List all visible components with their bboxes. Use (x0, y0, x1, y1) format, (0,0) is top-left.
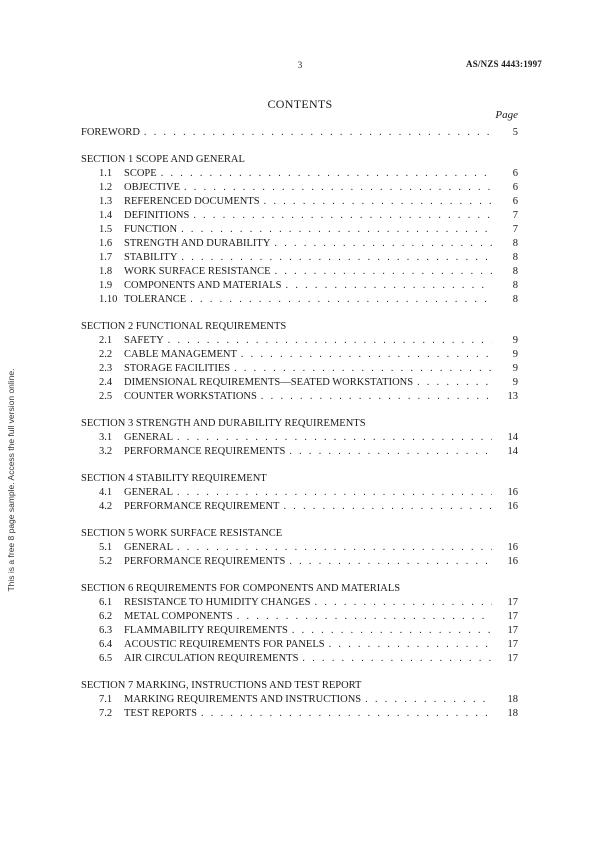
dot-leader (274, 237, 492, 251)
dot-leader (264, 195, 492, 209)
toc-entry-number: 1.1 (99, 168, 113, 179)
toc-entry[interactable] (81, 195, 518, 209)
toc-entry-label: METAL COMPONENTS (124, 611, 233, 622)
toc-entry[interactable] (81, 486, 518, 500)
dot-leader (261, 390, 492, 404)
toc-entry[interactable] (81, 500, 518, 514)
toc-entry-label: COUNTER WORKSTATIONS (124, 391, 257, 402)
section-heading[interactable]: SECTION 5 WORK SURFACE RESISTANCE (81, 528, 283, 539)
toc-entry-label: PERFORMANCE REQUIREMENTS (124, 446, 286, 457)
toc-entry-number: 5.1 (99, 542, 113, 553)
toc-entry-label: ACOUSTIC REQUIREMENTS FOR PANELS (124, 639, 325, 650)
section-heading[interactable]: SECTION 1 SCOPE AND GENERAL (81, 154, 245, 165)
toc-entry[interactable] (81, 390, 518, 404)
dot-leader (315, 596, 492, 610)
toc-entry-page: 6 (512, 182, 518, 193)
dot-leader (190, 293, 492, 307)
toc-section-3 (81, 417, 518, 459)
toc-entry-number: 1.9 (99, 280, 113, 291)
toc-entry-page: 8 (512, 280, 518, 291)
section-heading[interactable]: SECTION 7 MARKING, INSTRUCTIONS AND TEST REPORT (81, 680, 362, 691)
toc-entry-number: 6.4 (99, 639, 113, 650)
toc-entry-label: TEST REPORTS (124, 708, 197, 719)
toc-entry-number: 2.1 (99, 335, 113, 346)
dot-leader (237, 610, 492, 624)
toc-section-4 (81, 472, 518, 514)
toc-entry-page: 17 (507, 653, 518, 664)
toc-entry-number: 6.2 (99, 611, 113, 622)
toc-entry-page: 17 (507, 639, 518, 650)
toc-entry-label: GENERAL (124, 432, 173, 443)
toc-entry-label: GENERAL (124, 542, 173, 553)
toc-entry-page: 7 (512, 224, 518, 235)
toc-section-2 (81, 320, 518, 404)
toc-entry-number: 6.3 (99, 625, 113, 636)
toc-entry-page: 16 (507, 556, 518, 567)
dot-leader (168, 334, 492, 348)
dot-leader (201, 707, 492, 721)
toc-entry[interactable] (81, 376, 518, 390)
toc-entry-label: RESISTANCE TO HUMIDITY CHANGES (124, 597, 311, 608)
toc-entry-number: 2.2 (99, 349, 113, 360)
page-number: 3 (297, 60, 303, 70)
toc-entry[interactable] (81, 209, 518, 223)
toc-entry-number: 1.5 (99, 224, 113, 235)
toc-entry[interactable] (81, 541, 518, 555)
toc-entry[interactable] (81, 638, 518, 652)
toc-entry-page: 8 (512, 266, 518, 277)
toc-entry[interactable] (81, 265, 518, 279)
toc-entry-label: STRENGTH AND DURABILITY (124, 238, 271, 249)
toc-entry[interactable] (81, 237, 518, 251)
toc-entry-number: 7.2 (99, 708, 113, 719)
section-heading[interactable]: SECTION 2 FUNCTIONAL REQUIREMENTS (81, 321, 287, 332)
toc-entry-number: 1.7 (99, 252, 113, 263)
toc-entry-page: 18 (507, 694, 518, 705)
toc-entry-page: 6 (512, 168, 518, 179)
toc-entry-label: WORK SURFACE RESISTANCE (124, 266, 271, 277)
toc-entry-label: STABILITY (124, 252, 178, 263)
toc-entry-label: REFERENCED DOCUMENTS (124, 196, 260, 207)
toc-entry-label: OBJECTIVE (124, 182, 180, 193)
toc-entry-label: COMPONENTS AND MATERIALS (124, 280, 282, 291)
toc-entry[interactable] (81, 181, 518, 195)
toc-entry[interactable] (81, 348, 518, 362)
toc-entry-page: 18 (507, 708, 518, 719)
toc-entry-page: 13 (507, 391, 518, 402)
toc-entry-number: 1.6 (99, 238, 113, 249)
toc-entry-number: 4.1 (99, 487, 113, 498)
toc-entry-label: FOREWORD (81, 127, 140, 138)
toc-entry-number: 2.3 (99, 363, 113, 374)
toc-entry[interactable] (81, 279, 518, 293)
dot-leader (329, 638, 492, 652)
toc-entry-page: 17 (507, 611, 518, 622)
toc-entry[interactable] (81, 223, 518, 237)
toc-entry-page: 9 (512, 377, 518, 388)
toc-entry[interactable] (81, 693, 518, 707)
toc-entry-number: 5.2 (99, 556, 113, 567)
toc-entry-page: 17 (507, 597, 518, 608)
section-heading[interactable]: SECTION 3 STRENGTH AND DURABILITY REQUIREMENTS (81, 418, 366, 429)
dot-leader (177, 541, 492, 555)
toc-entry-number: 4.2 (99, 501, 113, 512)
toc-section-7 (81, 679, 518, 721)
toc-entry-number: 2.5 (99, 391, 113, 402)
table-of-contents (81, 126, 518, 721)
dot-leader (184, 181, 492, 195)
toc-entry-label: DIMENSIONAL REQUIREMENTS—SEATED WORKSTATIONS (124, 377, 414, 388)
toc-entry[interactable] (81, 362, 518, 376)
toc-sections (81, 153, 518, 721)
toc-entry-page: 7 (512, 210, 518, 221)
section-heading[interactable]: SECTION 4 STABILITY REQUIREMENT (81, 473, 267, 484)
toc-entry-page: 16 (507, 542, 518, 553)
toc-entry-label: SCOPE (124, 168, 157, 179)
toc-entry-label: DEFINITIONS (124, 210, 190, 221)
toc-entry-page: 14 (507, 446, 518, 457)
toc-entry-number: 6.1 (99, 597, 113, 608)
toc-entry-page: 5 (512, 127, 518, 138)
dot-leader (177, 431, 492, 445)
toc-entry-label: STORAGE FACILITIES (124, 363, 231, 374)
dot-leader (181, 251, 492, 265)
toc-entry-page: 8 (512, 238, 518, 249)
toc-entry[interactable] (81, 251, 518, 265)
standard-number: AS/NZS 4443:1997 (466, 59, 542, 69)
toc-entry-page: 6 (512, 196, 518, 207)
toc-entry[interactable] (81, 334, 518, 348)
dot-leader (193, 209, 492, 223)
toc-section-6 (81, 582, 518, 666)
toc-entry-label: GENERAL (124, 487, 173, 498)
toc-entry-number: 3.2 (99, 446, 113, 457)
toc-entry-number: 1.2 (99, 182, 113, 193)
toc-entry[interactable] (81, 293, 518, 307)
dot-leader (302, 652, 492, 666)
toc-entry-page: 9 (512, 335, 518, 346)
dot-leader (292, 624, 492, 638)
dot-leader (417, 376, 492, 390)
toc-entry-number: 1.8 (99, 266, 113, 277)
sample-notice: This is a free 8 page sample. Access the full version online. (6, 368, 16, 592)
toc-entry-page: 9 (512, 363, 518, 374)
toc-entry-page: 16 (507, 487, 518, 498)
dot-leader (144, 126, 492, 140)
dot-leader (365, 693, 492, 707)
toc-entry-number: 7.1 (99, 694, 113, 705)
dot-leader (289, 555, 492, 569)
dot-leader (241, 348, 492, 362)
toc-entry-number: 3.1 (99, 432, 113, 443)
toc-entry-label: CABLE MANAGEMENT (124, 349, 237, 360)
toc-entry[interactable] (81, 431, 518, 445)
toc-entry[interactable] (81, 167, 518, 181)
dot-leader (283, 500, 492, 514)
dot-leader (275, 265, 492, 279)
toc-entry[interactable] (81, 652, 518, 666)
toc-entry-number: 2.4 (99, 377, 113, 388)
toc-section-1 (81, 153, 518, 307)
dot-leader (161, 167, 492, 181)
page-title: CONTENTS (267, 97, 333, 111)
toc-entry-page: 16 (507, 501, 518, 512)
toc-entry-page: 8 (512, 252, 518, 263)
toc-entry[interactable] (81, 610, 518, 624)
toc-entry[interactable] (81, 596, 518, 610)
toc-entry-page: 17 (507, 625, 518, 636)
toc-entry-number: 1.10 (99, 294, 118, 305)
toc-entry-label: FUNCTION (124, 224, 178, 235)
toc-entry[interactable] (81, 707, 518, 721)
toc-entry-label: TOLERANCE (124, 294, 187, 305)
dot-leader (234, 362, 492, 376)
toc-entry-label: FLAMMABILITY REQUIREMENTS (124, 625, 288, 636)
toc-entry[interactable] (81, 555, 518, 569)
toc-entry-number: 6.5 (99, 653, 113, 664)
toc-entry-page: 8 (512, 294, 518, 305)
toc-entry-number: 1.3 (99, 196, 113, 207)
dot-leader (181, 223, 492, 237)
toc-entry-foreword[interactable] (81, 126, 518, 140)
dot-leader (289, 445, 492, 459)
toc-entry-page: 9 (512, 349, 518, 360)
dot-leader (177, 486, 492, 500)
dot-leader (286, 279, 492, 293)
toc-entry-label: SAFETY (124, 335, 164, 346)
toc-section-5 (81, 527, 518, 569)
page-column-label: Page (495, 109, 518, 121)
toc-entry-page: 14 (507, 432, 518, 443)
section-heading[interactable]: SECTION 6 REQUIREMENTS FOR COMPONENTS AND MATERIALS (81, 583, 401, 594)
toc-entry-number: 1.4 (99, 210, 113, 221)
toc-entry-label: PERFORMANCE REQUIREMENTS (124, 556, 286, 567)
toc-entry[interactable] (81, 624, 518, 638)
toc-entry[interactable] (81, 445, 518, 459)
toc-entry-label: MARKING REQUIREMENTS AND INSTRUCTIONS (124, 694, 362, 705)
toc-entry-label: AIR CIRCULATION REQUIREMENTS (124, 653, 299, 664)
toc-entry-label: PERFORMANCE REQUIREMENT (124, 501, 280, 512)
